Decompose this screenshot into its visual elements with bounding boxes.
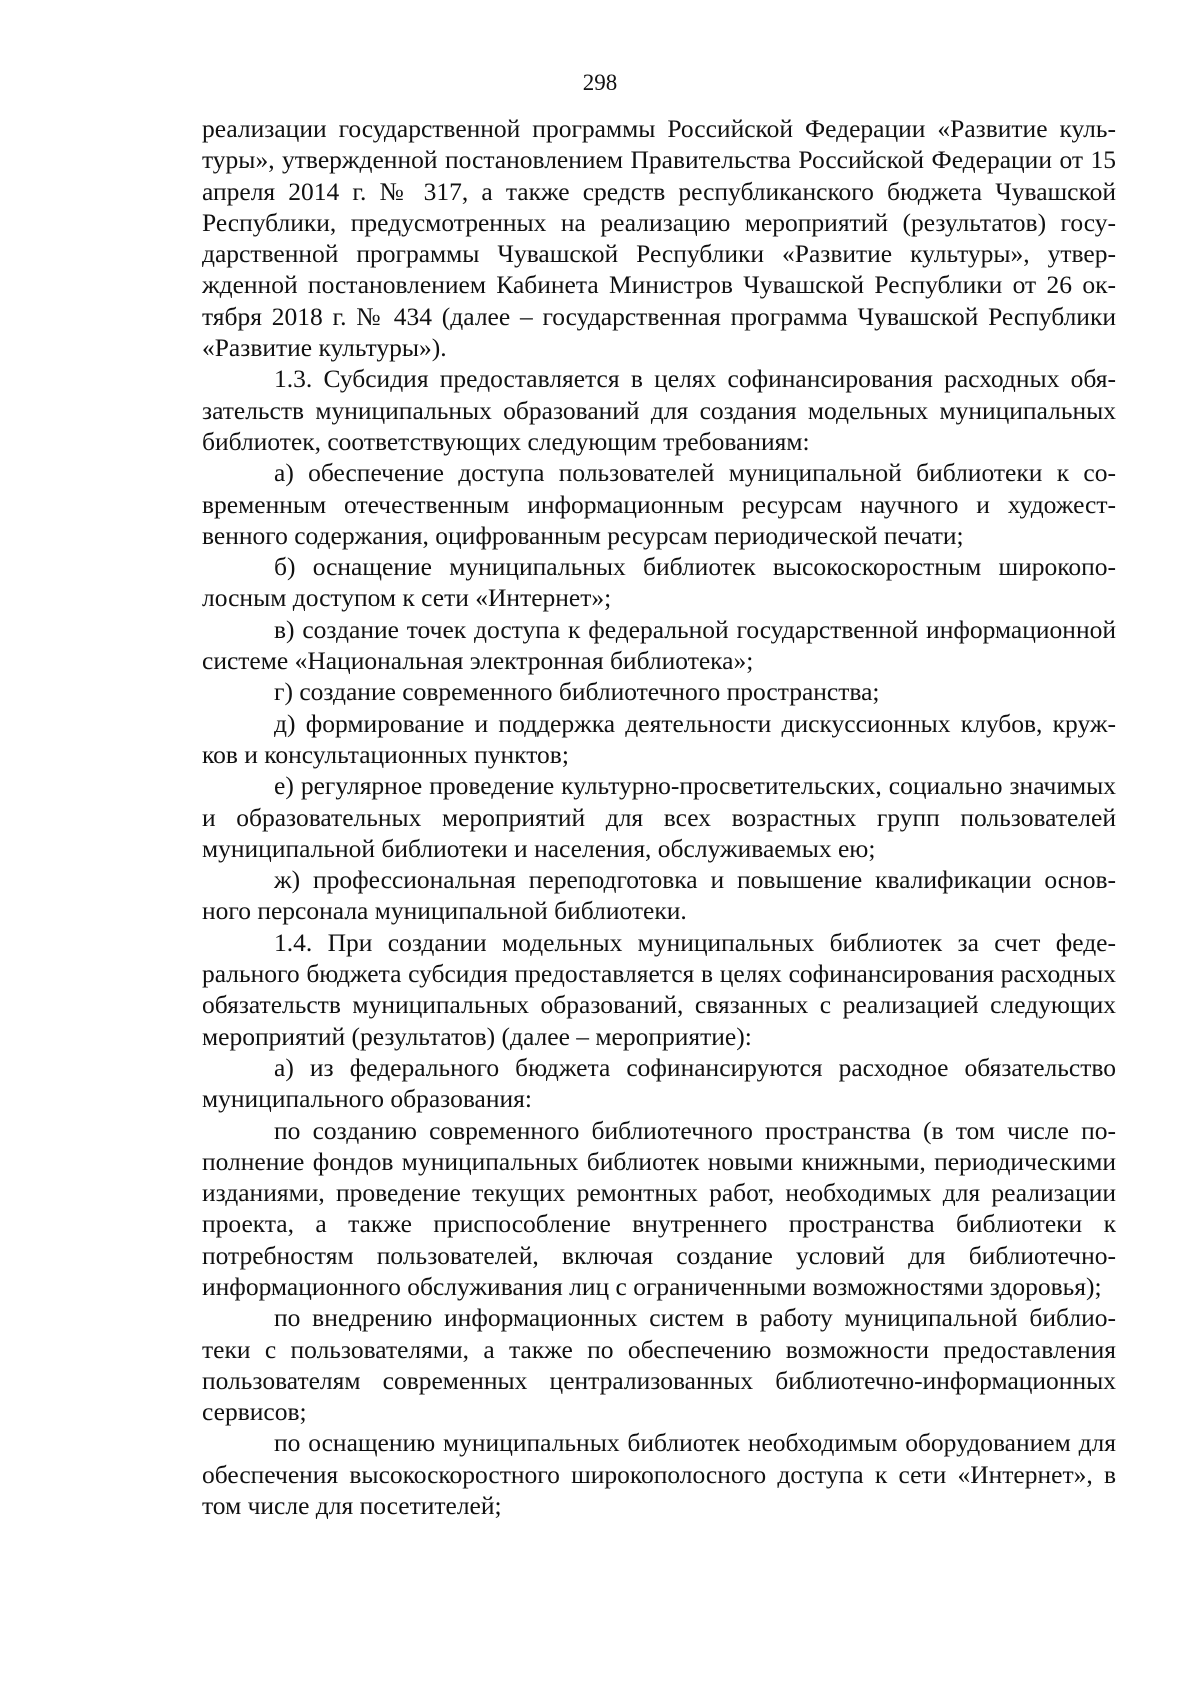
subitem-a-federal: а) из федерального бюджета софинансируются расходное обязательство муниципального образования: — [202, 1052, 1116, 1114]
obligation-library-space: по созданию современного библиотечного пространства (в том числе пополнение фондов муниципальных библиотек новыми книжными, периодическими изданиями, проведение текущих ремонтных работ, необходимых для реализации проекта, а также приспособление внутреннего пространства библиотеки к потребностям пользователей, включая создание условий для библиотечно-информационного обслуживания лиц с ограниченными возможностями здоровья); — [202, 1115, 1116, 1301]
list-item-g: г) создание современного библиотечного пространства; — [274, 677, 880, 707]
list-item-v: в) создание точек доступа к федеральной государственной информационной системе «Национальная электронная библиотека»; — [202, 614, 1116, 676]
obligation-internet-equipment: по оснащению муниципальных библиотек необходимым оборудованием для обеспечения высокоскоростного широкополосного доступа к сети «Интернет», в том числе для посетителей; — [202, 1428, 1116, 1521]
list-item-zh: ж) профессиональная переподготовка и повышение квалификации основного персонала муниципальной библиотеки. — [202, 865, 1116, 926]
paragraph-intro: реализации государственной программы Российской Федерации «Развитие культуры», утвержденной постановлением Правительства Российской Федерации от 15 апреля 2014 г. № 317, а также средств республиканского бюджета Чувашской Республики, предусмотренных на реализацию мероприятий (результатов) государственной программы Чувашской Республики «Развитие культуры», утвержденной постановлением Кабинета Министров Чувашской Республики от 26 октября 2018 г. № 434 (далее – государственная программа Чувашской Республики «Развитие культуры»). — [202, 114, 1116, 363]
obligation-information-systems: по внедрению информационных систем в работу муниципальной библиотеки с пользователями, а также по обеспечению возможности предоставления пользователям современных централизованных библиотечно-информационных сервисов; — [202, 1303, 1116, 1427]
paragraph-1-4: 1.4. При создании модельных муниципальных библиотек за счет федерального бюджета субсидия предоставляется в целях софинансирования расходных обязательств муниципальных образований, связанных с реализацией следующих мероприятий (результатов) (далее – мероприятие): — [202, 927, 1116, 1051]
list-item-e: е) регулярное проведение культурно-просветительских, социально значимых и образовательных мероприятий для всех возрастных групп пользователей муниципальной библиотеки и населения, обслуживаемых ею; — [202, 771, 1116, 863]
paragraph-1-3: 1.3. Субсидия предоставляется в целях софинансирования расходных обязательств муниципальных образований для создания модельных муниципальных библиотек, соответствующих следующим требованиям: — [202, 364, 1116, 456]
document-body — [202, 113, 1116, 1521]
list-item-d: д) формирование и поддержка деятельности дискуссионных клубов, кружков и консультационных пунктов; — [202, 708, 1116, 769]
list-item-a: а) обеспечение доступа пользователей муниципальной библиотеки к современным отечественным информационным ресурсам научного и художественного содержания, оцифрованным ресурсам периодической печати; — [202, 458, 1116, 550]
page-number: 298 — [582, 70, 618, 95]
list-item-b: б) оснащение муниципальных библиотек высокоскоростным широкополосным доступом к сети «Интернет»; — [202, 552, 1116, 613]
